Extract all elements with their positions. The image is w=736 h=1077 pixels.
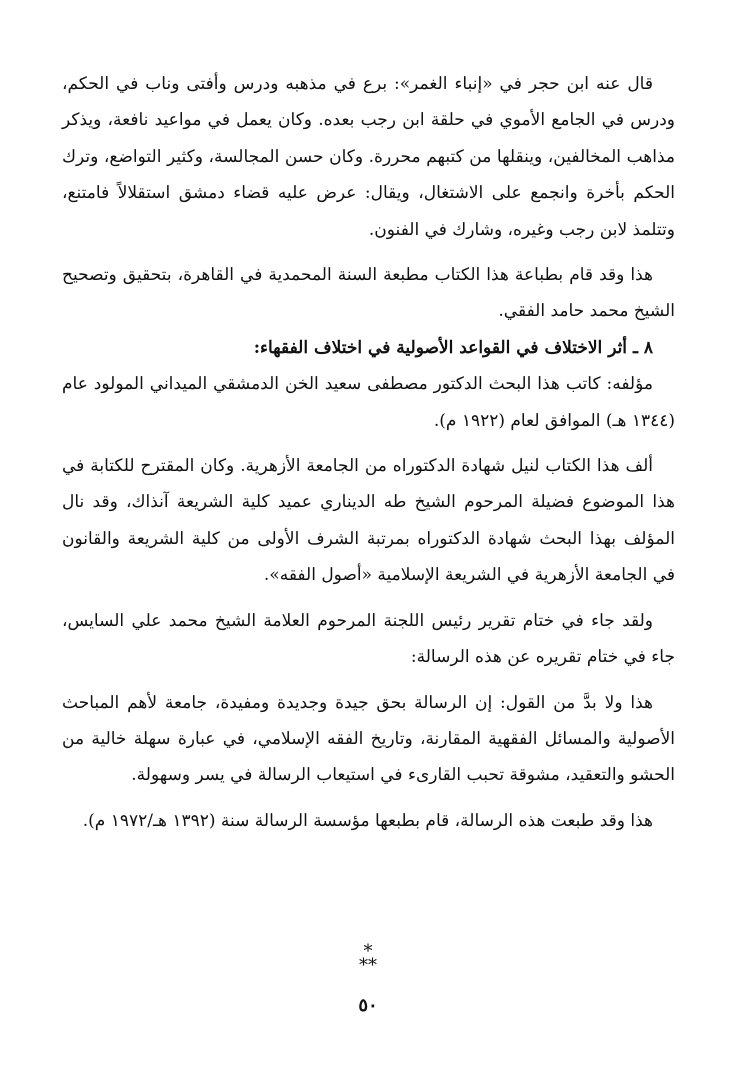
section-separator: [0, 941, 736, 976]
page-number: ٥٠: [358, 995, 378, 1016]
paragraph-printing-note: هذا وقد قام بطباعة هذا الكتاب مطبعة السنة المحمدية في القاهرة، بتحقيق وتصحيح الشيخ محمد حامد الفقي.: [62, 265, 675, 322]
section-heading: ٨ ـ أثر الاختلاف في القواعد الأصولية في اختلاف الفقهاء:: [253, 337, 653, 358]
paragraph-committee-report: ولقد جاء في ختام تقرير رئيس اللجنة المرحوم العلامة الشيخ محمد علي السايس، جاء في ختام تقريره عن هذه الرسالة:: [62, 610, 675, 668]
separator-asterisks: * **: [359, 941, 377, 976]
paragraph-publication-note: هذا وقد طبعت هذه الرسالة، قام بطبعها مؤسسة الرسالة سنة (١٣٩٢ هـ/١٩٧٢ م).: [82, 810, 653, 831]
page-body: [62, 66, 675, 839]
paragraph-author: مؤلفه: كاتب هذا البحث الدكتور مصطفى سعيد الخن الدمشقي الميداني المولود عام (١٣٤٤ هـ) الموافق لعام (١٩٢٢ م).: [62, 374, 675, 431]
paragraph-report-quote: هذا ولا بدَّ من القول: إن الرسالة بحق جيدة وجديدة ومفيدة، جامعة لأهم المباحث الأصولية والمسائل الفقهية المقارنة، وتاريخ الفقه الإسلامي، في عبارة سهلة خالية من الحشو والتعقيد، مشوقة تحبب القارىء في استيعاب الرسالة في يسر وسهولة.: [62, 692, 675, 786]
paragraph-ibn-hajar-quote: قال عنه ابن حجر في «إنباء الغمر»: برع في مذهبه ودرس وأفتى وناب في الحكم، ودرس في الجامع الأموي في حلقة ابن رجب بعده. وكان يعمل في مواعيد نافعة، ويذكر مذاهب المخالفين، وينقلها من كتبهم محررة. وكان حسن المجالسة، وكثير التواضع، وترك الحكم بأخرة وانجمع على الاشتغال، ويقال: عرض عليه قضاء دمشق استقلالاً فامتنع، وتتلمذ لابن رجب وغيره، وشارك في الفنون.: [62, 74, 675, 240]
paragraph-book-origin: ألف هذا الكتاب لنيل شهادة الدكتوراه من الجامعة الأزهرية. وكان المقترح للكتابة في هذا الموضوع فضيلة المرحوم الشيخ طه الديناري عميد كلية الشريعة آنذاك، وقد نال المؤلف بهذا البحث شهادة الدكتوراه بمرتبة الشرف الأولى من كلية الشريعة والقانون في الجامعة الأزهرية في الشريعة الإسلامية «أصول الفقه».: [62, 456, 675, 586]
